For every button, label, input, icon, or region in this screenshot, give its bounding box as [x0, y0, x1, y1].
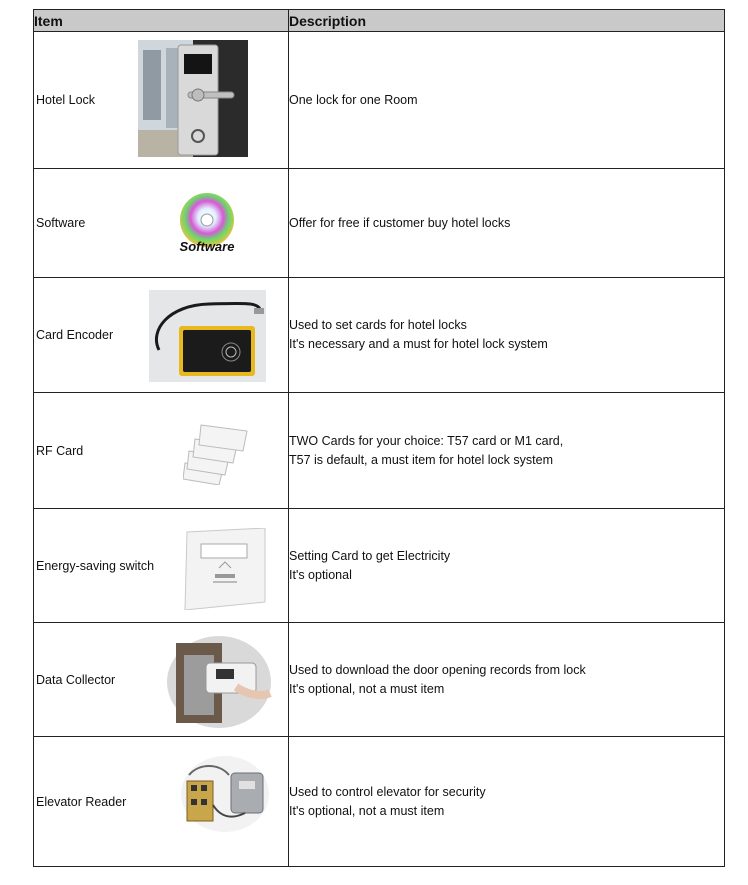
item-cell	[34, 509, 289, 623]
item-cell	[34, 623, 289, 737]
description-line: T57 is default, a must item for hotel lock system	[289, 452, 553, 467]
software-cd-image	[170, 188, 245, 264]
description-cell	[289, 169, 725, 278]
description-cell	[289, 278, 725, 393]
description-line: It's optional, not a must item	[289, 681, 445, 696]
description-line: Used to control elevator for security	[289, 784, 486, 799]
description-cell	[289, 32, 725, 169]
item-label: Card Encoder	[36, 328, 114, 342]
description-cell	[289, 737, 725, 867]
item-cell	[34, 169, 289, 278]
description-cell	[289, 623, 725, 737]
item-label: RF Card	[36, 443, 84, 458]
description-line: Used to set cards for hotel locks	[289, 318, 467, 332]
description-line: It's necessary and a must for hotel lock system	[289, 337, 548, 351]
table-row	[34, 737, 725, 867]
description-cell	[289, 393, 725, 509]
description-line: One lock for one Room	[289, 92, 418, 107]
item-cell	[34, 737, 289, 867]
table-row	[34, 278, 725, 393]
software-logo-text: Software	[179, 239, 235, 254]
table-row	[34, 32, 725, 169]
table-row	[34, 393, 725, 509]
description-line: Setting Card to get Electricity	[289, 548, 451, 563]
description-line: It's optional, not a must item	[289, 803, 445, 818]
table-header-row	[34, 10, 725, 32]
data-collector-image	[166, 635, 272, 729]
card-encoder-image	[149, 290, 266, 382]
item-label: Software	[36, 216, 86, 230]
description-line: Used to download the door opening records from lock	[289, 662, 586, 677]
item-label: Data Collector	[36, 672, 116, 687]
item-cell	[34, 32, 289, 169]
description-line: TWO Cards for your choice: T57 card or M1 card,	[289, 433, 564, 448]
item-cell	[34, 393, 289, 509]
table-row	[34, 169, 725, 278]
table-row	[34, 623, 725, 737]
item-label: Energy-saving switch	[36, 558, 155, 573]
header-item: Item	[34, 10, 289, 32]
product-spec-table	[33, 9, 725, 867]
energy-switch-image	[181, 528, 267, 610]
item-label: Hotel Lock	[36, 93, 96, 107]
rf-cards-image	[183, 419, 253, 485]
item-cell	[34, 278, 289, 393]
table-row	[34, 509, 725, 623]
item-label: Elevator Reader	[36, 794, 127, 809]
header-description: Description	[289, 10, 725, 32]
description-cell	[289, 509, 725, 623]
elevator-reader-image	[179, 755, 271, 833]
description-line: Offer for free if customer buy hotel locks	[289, 215, 511, 230]
hotel-lock-image	[138, 40, 248, 157]
description-line: It's optional	[289, 567, 352, 582]
